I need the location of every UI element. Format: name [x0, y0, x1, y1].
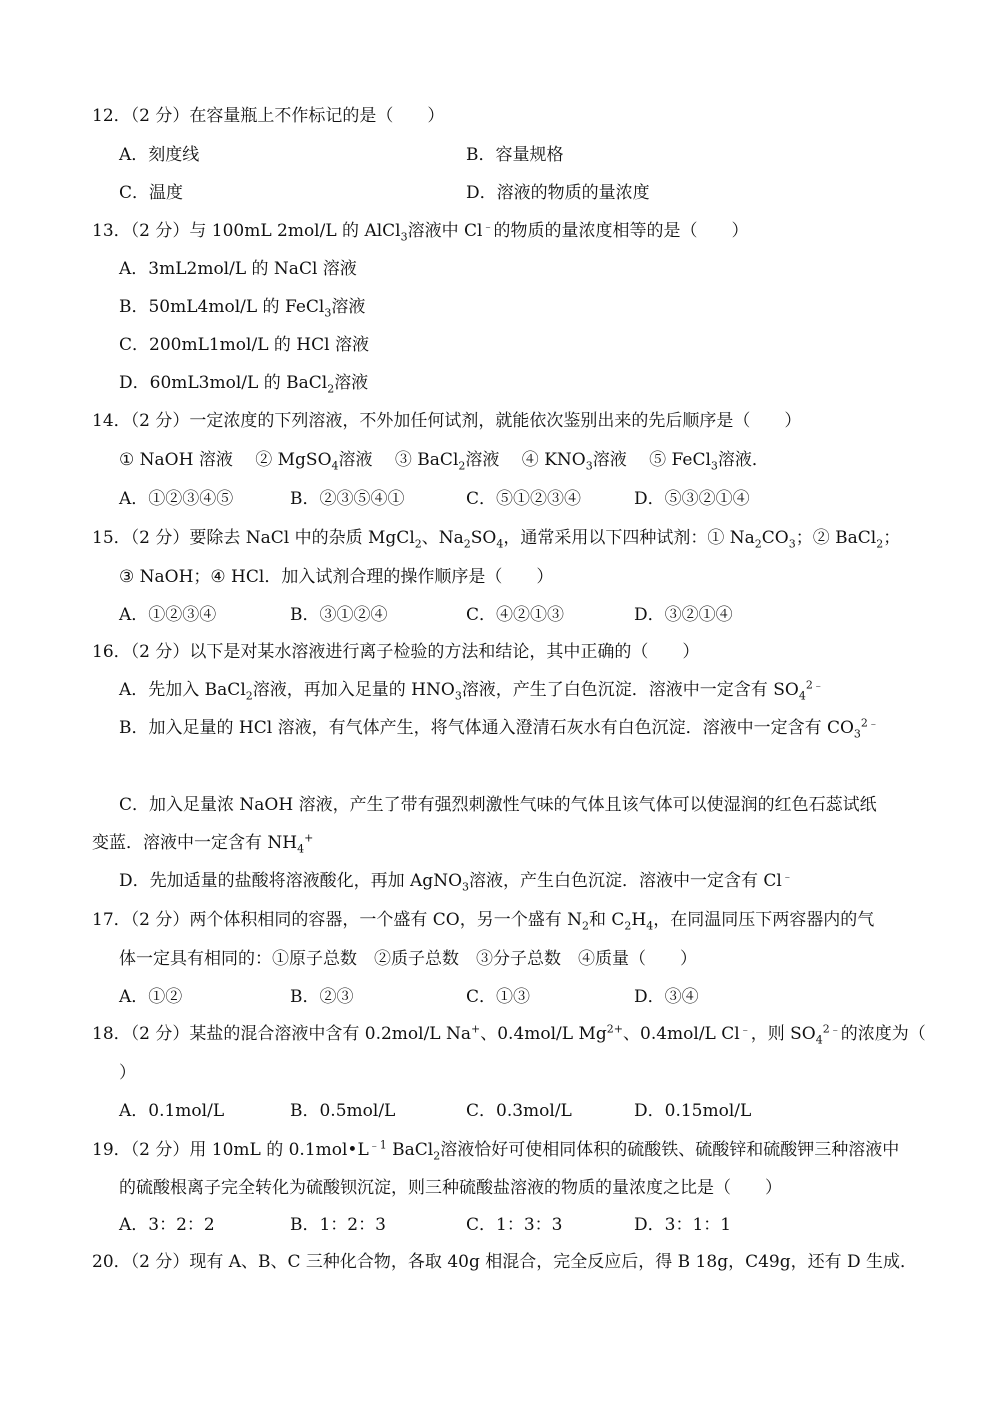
- q14-stem: 14．（2 分）一定浓度的下列溶液，不外加任何试剂，就能依次鉴别出来的先后顺序是（ ）: [92, 411, 802, 431]
- q17-option-b: B．②③: [290, 987, 354, 1007]
- q14-items: ① NaOH 溶液 ② MgSO$_4$溶液 ③ BaCl$_2$溶液 ④ $KNO_3$溶液 ⑤ FeCl$_3$溶液．: [119, 450, 769, 473]
- q12-option-c: C．温度: [119, 183, 184, 203]
- q19-option-c: C．1：3：3: [466, 1215, 563, 1235]
- q12-option-d: D．溶液的物质的量浓度: [466, 183, 650, 203]
- q12-option-a: A．刻度线: [119, 145, 200, 165]
- q18-stem-line2: ）: [119, 1063, 136, 1083]
- q19-option-a: A．3：2：2: [119, 1215, 215, 1235]
- q18-stem: 18．（2 分）某盐的混合溶液中含有 0.2mol/L Na+、0.4mol/L $Mg^{2+}$、0.4mol/L Cl﹣，则 $SO_4^{2﹣}$的浓度为（: [92, 1022, 926, 1047]
- q18-option-d: D．0.15mol/L: [634, 1101, 752, 1121]
- q17-option-a: A．①②: [119, 987, 183, 1007]
- q17-option-c: C．①③: [466, 987, 531, 1007]
- q14-option-a: A．①②③④⑤: [119, 489, 234, 509]
- q13-option-d: D．60mL3mol/L 的 BaCl$_2$溶液: [119, 373, 369, 396]
- q18-option-c: C．0.3mol/L: [466, 1101, 572, 1121]
- q13-option-b: B．50mL4mol/L 的 FeCl$_3$溶液: [119, 297, 366, 320]
- q18-option-b: B．0.5mol/L: [290, 1101, 396, 1121]
- q19-option-b: B．1：2：3: [290, 1215, 386, 1235]
- q14-option-c: C．⑤①②③④: [466, 489, 582, 509]
- q12-option-b: B．容量规格: [466, 145, 564, 165]
- q17-option-d: D．③④: [634, 987, 699, 1007]
- q16-stem: 16．（2 分）以下是对某水溶液进行离子检验的方法和结论，其中正确的（ ）: [92, 642, 700, 662]
- q14-option-b: B．②③⑤④①: [290, 489, 405, 509]
- q15-option-b: B．③①②④: [290, 605, 388, 625]
- q16-option-c: C．加入足量浓 NaOH 溶液，产生了带有强烈刺激性气味的气体且该气体可以使湿润的红色石蕊试纸: [119, 795, 877, 815]
- q19-stem: 19．（2 分）用 10mL 的 $0.1mol•L^{﹣1}$ BaCl$_2$溶液恰好可使相同体积的硫酸铁、硫酸锌和硫酸钾三种溶液中: [92, 1138, 900, 1163]
- q16-option-b: B．加入足量的 HCl 溶液，有气体产生，将气体通入澄清石灰水有白色沉淀．溶液中一定含有 $CO_3^{2﹣}$: [119, 716, 879, 741]
- q16-option-c-line2: 变蓝．溶液中一定含有 $NH_4^+$: [92, 831, 314, 856]
- q15-option-d: D．③②①④: [634, 605, 733, 625]
- q19-option-d: D．3：1：1: [634, 1215, 732, 1235]
- q15-stem: 15．（2 分）要除去 NaCl 中的杂质 MgCl$_2$、$Na_2SO_4$，通常采用以下四种试剂：① $Na_2CO_3$；② BaCl$_2$；: [92, 528, 901, 551]
- q13-option-a: A．3mL2mol/L 的 NaCl 溶液: [119, 259, 357, 279]
- q17-stem: 17．（2 分）两个体积相同的容器，一个盛有 CO，另一个盛有 $N_2$和 $C_2H_4$，在同温同压下两容器内的气: [92, 910, 875, 933]
- q18-option-a: A．0.1mol/L: [119, 1101, 225, 1121]
- q19-stem-line2: 的硫酸根离子完全转化为硫酸钡沉淀，则三种硫酸盐溶液的物质的量浓度之比是（ ）: [119, 1178, 782, 1198]
- q14-option-d: D．⑤③②①④: [634, 489, 750, 509]
- q12-stem: 12．（2 分）在容量瓶上不作标记的是（ ）: [92, 106, 445, 126]
- q16-option-a: A．先加入 BaCl$_2$溶液，再加入足量的 $HNO_3$溶液，产生了白色沉淀．溶液中一定含有 $SO_4^{2﹣}$: [119, 678, 824, 703]
- q15-option-a: A．①②③④: [119, 605, 217, 625]
- q20-stem: 20．（2 分）现有 A、B、C 三种化合物，各取 40g 相混合，完全反应后，得 B 18g，C49g，还有 D 生成．: [92, 1252, 918, 1272]
- q15-option-c: C．④②①③: [466, 605, 565, 625]
- q16-option-d: D．先加适量的盐酸将溶液酸化，再加 AgNO$_3$溶液，产生白色沉淀．溶液中一定含有 Cl﹣: [119, 869, 793, 894]
- q13-option-c: C．200mL1mol/L 的 HCl 溶液: [119, 335, 369, 355]
- q17-stem-line2: 体一定具有相同的：①原子总数 ②质子总数 ③分子总数 ④质量（ ）: [119, 949, 697, 969]
- q15-stem-line2: ③ NaOH；④ HCl．加入试剂合理的操作顺序是（ ）: [119, 567, 554, 587]
- q13-stem: 13．（2 分）与 100mL 2mol/L 的 AlCl$_3$溶液中 Cl﹣的物质的量浓度相等的是（ ）: [92, 219, 749, 244]
